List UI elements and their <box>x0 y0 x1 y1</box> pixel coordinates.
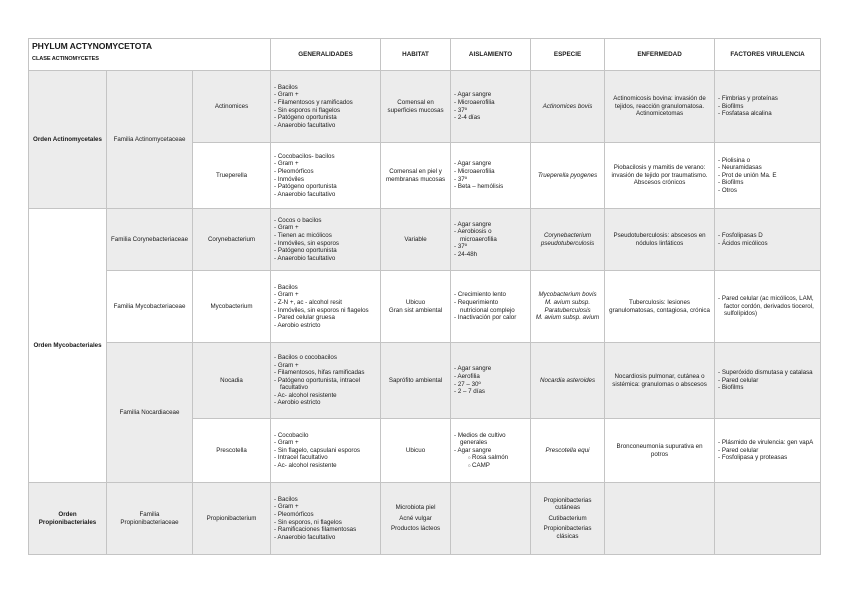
enfermedad-cell <box>605 483 715 555</box>
phylum-title: PHYLUM ACTYNOMYCETOTA <box>32 41 152 51</box>
habitat-line: Microbiota piel <box>395 504 436 512</box>
aislamiento-cell <box>451 271 531 343</box>
habitat-cell: Variable <box>381 209 451 271</box>
column-header-habitat: HABITAT <box>381 39 451 71</box>
list-item: - Bacilos <box>274 496 377 504</box>
genero-cell: Propionibacterium <box>193 483 271 555</box>
table-row-mycobacterium <box>29 271 821 343</box>
enfermedad-cell: Pseudotuberculosis: abscesos en nódulos linfáticos <box>605 209 715 271</box>
generalidades-cell <box>271 71 381 143</box>
factores-cell <box>715 483 821 555</box>
genero-cell: Mycobacterium <box>193 271 271 343</box>
list-item: - Tienen ac micólicos <box>274 232 377 240</box>
list-item: - Aerofilia <box>454 373 527 381</box>
familia-actinomycetaceae: Familia Actinomycetaceae <box>107 71 193 209</box>
title-cell <box>29 39 271 71</box>
list-item: - Anaerobio facultativo <box>274 122 377 130</box>
list-item: - Plásmido de virulencia: gen vapA <box>718 439 817 447</box>
factores-cell <box>715 143 821 209</box>
column-header-aislamiento: AISLAMIENTO <box>451 39 531 71</box>
list-item: - Fosfolipasa y proteasas <box>718 454 817 462</box>
list-item: - Gram + <box>274 160 377 168</box>
list-item: - Agar sangre <box>454 160 527 168</box>
list-item: - 37º <box>454 176 527 184</box>
aislamiento-cell <box>451 143 531 209</box>
factores-cell <box>715 209 821 271</box>
list-item: - Agar sangre <box>454 365 527 373</box>
list-item: - 27 – 30º <box>454 381 527 389</box>
genero-cell: Actinomices <box>193 71 271 143</box>
especie-line: Mycobacterium bovis <box>538 291 597 299</box>
list-item: - Piolisina o <box>718 157 817 165</box>
habitat-cell: Comensal en superficies mucosas <box>381 71 451 143</box>
list-item: - Inmóviles, sin esporos ni flagelos <box>274 307 377 315</box>
list-item: ○ Rosa salmón <box>462 454 527 462</box>
list-item: - Pared celular <box>718 377 817 385</box>
list-item: - Ácidos micólicos <box>718 240 817 248</box>
list-item: - Bacilos o cocobacilos <box>274 354 377 362</box>
list-item: - Agar sangre <box>454 447 527 455</box>
list-item: - Superóxido dismutasa y catalasa <box>718 369 817 377</box>
especie-cell: Corynebacterium pseudotuberculosis <box>531 209 605 271</box>
list-item: - Aerobio estricto <box>274 322 377 330</box>
factores-cell <box>715 343 821 419</box>
header-row <box>29 39 821 71</box>
enfermedad-cell: Actinomicosis bovina: invasión de tejidos, reacción granulomatosa. Actinomicetomas <box>605 71 715 143</box>
list-item: - Requerimiento nutricional complejo <box>454 299 527 314</box>
list-item: - Gram + <box>274 291 377 299</box>
list-item: - Biofilms <box>718 103 817 111</box>
list-item: - 37º <box>454 107 527 115</box>
list-item: - Pleomórficos <box>274 168 377 176</box>
list-item: - Bacilos <box>274 84 377 92</box>
factores-cell <box>715 271 821 343</box>
list-item: - 24-48h <box>454 251 527 259</box>
list-item: - Neuramidasas <box>718 164 817 172</box>
list-item: - Biofilms <box>718 384 817 392</box>
column-header-factores-virulencia: FACTORES VIRULENCIA <box>715 39 821 71</box>
enfermedad-cell: Tuberculosis: lesiones granulomatosas, contagiosa, crónica <box>605 271 715 343</box>
list-item: - Intracel facultativo <box>274 454 377 462</box>
genero-cell: Prescotella <box>193 419 271 483</box>
especie-cell: Actinomices bovis <box>531 71 605 143</box>
list-item: - Sin flagelo, capsulani esporos <box>274 447 377 455</box>
orden-actinomycetales: Orden Actinomycetales <box>29 71 107 209</box>
list-item: - Sin esporos ni flagelos <box>274 107 377 115</box>
list-item: - Fosfatasa alcalina <box>718 110 817 118</box>
list-item: - Inactivación por calor <box>454 314 527 322</box>
list-item: ○ CAMP <box>462 462 527 470</box>
especie-line: M. avium subsp. Paratuberculosis <box>544 298 591 314</box>
habitat-cell <box>381 271 451 343</box>
list-item: - Medios de cultivo generales <box>454 432 527 447</box>
list-item: - Filamentosos y ramificados <box>274 99 377 107</box>
orden-mycobacteriales: Orden Mycobacteriales <box>29 209 107 483</box>
familia-mycobacteriaceae: Familia Mycobacteriaceae <box>107 271 193 343</box>
generalidades-cell <box>271 419 381 483</box>
habitat-cell: Saprófito ambiental <box>381 343 451 419</box>
list-item: - Fimbrias y proteínas <box>718 95 817 103</box>
familia-nocardiaceae: Familia Nocardiaceae <box>107 343 193 483</box>
list-item: - Ac- alcohol resistente <box>274 392 377 400</box>
especie-line: Cutibacterium <box>548 514 587 522</box>
enfermedad-cell: Piobacilosis y mamitis de verano: invasión de tejido por traumatismo. Abscesos crónicos <box>605 143 715 209</box>
list-item: - Aerobio estricto <box>274 399 377 407</box>
list-item: - Agar sangre <box>454 221 527 229</box>
list-item: - Aerobiosis o microaerofilia <box>454 228 527 243</box>
list-item: - Biofilms <box>718 179 817 187</box>
column-header-especie: ESPECIE <box>531 39 605 71</box>
list-item: - Microaerofilia <box>454 168 527 176</box>
list-item: - Bacilos <box>274 284 377 292</box>
list-item: - Prot de unión Ma. E <box>718 172 817 180</box>
table-row-propionibacterium <box>29 483 821 555</box>
generalidades-cell <box>271 209 381 271</box>
especie-cell: Nocardia asteroides <box>531 343 605 419</box>
list-item: - Gram + <box>274 439 377 447</box>
especie-cell: Trueperella pyogenes <box>531 143 605 209</box>
list-item: - Pleomórficos <box>274 511 377 519</box>
generalidades-cell <box>271 143 381 209</box>
familia-corynebacteriaceae: Familia Corynebacteriaceae <box>107 209 193 271</box>
clase-subtitle: CLASE ACTINOMYCETES <box>32 56 99 63</box>
genero-cell: Trueperella <box>193 143 271 209</box>
list-item: - Gram + <box>274 91 377 99</box>
habitat-cell: Ubicuo <box>381 419 451 483</box>
list-item: - Pared celular (ac micólicos, LAM, factor cordón, derivados tiocerol, sulfolípidos) <box>718 295 817 318</box>
list-item: - Inmóviles, sin esporos <box>274 240 377 248</box>
list-item: - Fosfolipasas D <box>718 232 817 240</box>
generalidades-cell <box>271 483 381 555</box>
list-item: - Patógeno oportunista, intracel facultativo <box>274 377 377 392</box>
list-item: - Pared celular <box>718 447 817 455</box>
list-item: - 37º <box>454 243 527 251</box>
habitat-line: Ubicuo <box>405 298 426 306</box>
list-item: - Cocos o bacilos <box>274 217 377 225</box>
aislamiento-cell <box>451 419 531 483</box>
genero-cell: Nocadia <box>193 343 271 419</box>
orden-propionibacteriales: Orden Propionibacteriales <box>29 483 107 555</box>
list-item: - Patógeno oportunista <box>274 183 377 191</box>
enfermedad-cell: Nocardiosis pulmonar, cutánea o sistémica: granulomas o abscesos <box>605 343 715 419</box>
list-item: - Pared celular gruesa <box>274 314 377 322</box>
especie-line: Propionibacterias clásicas <box>543 525 592 540</box>
especie-cell: Prescotella equi <box>531 419 605 483</box>
list-item: - Filamentosos, hifas ramificadas <box>274 369 377 377</box>
genero-cell: Corynebacterium <box>193 209 271 271</box>
list-item: - Gram + <box>274 503 377 511</box>
habitat-line: Gran sist ambiental <box>388 306 443 314</box>
especie-cell <box>531 271 605 343</box>
list-item: - Patógeno oportunista <box>274 114 377 122</box>
list-item: - Sin esporos, ni flagelos <box>274 519 377 527</box>
list-item: - Ramificaciones filamentosas <box>274 526 377 534</box>
column-header-generalidades: GENERALIDADES <box>271 39 381 71</box>
list-item: - Inmóviles <box>274 176 377 184</box>
table-row-actinomices <box>29 71 821 143</box>
list-item: - Anaerobio facultativo <box>274 534 377 542</box>
habitat-line: Productos lácteos <box>390 525 441 533</box>
list-item: - Gram + <box>274 224 377 232</box>
aislamiento-cell <box>451 209 531 271</box>
list-item: - Cocobacilos- bacilos <box>274 153 377 161</box>
especie-cell <box>531 483 605 555</box>
especie-line: M. avium subsp. avium <box>535 314 600 322</box>
list-item: - Patógeno oportunista <box>274 247 377 255</box>
table-row-corynebacterium <box>29 209 821 271</box>
list-item: - Ac- alcohol resistente <box>274 462 377 470</box>
list-item: - Anaerobio facultativo <box>274 191 377 199</box>
phylum-table <box>28 38 821 555</box>
list-item: - Beta – hemólisis <box>454 183 527 191</box>
list-item: - 2-4 días <box>454 114 527 122</box>
list-item: - Otros <box>718 187 817 195</box>
table-row-nocadia <box>29 343 821 419</box>
list-item: - Agar sangre <box>454 91 527 99</box>
list-item: - Microaerofilia <box>454 99 527 107</box>
list-item: - 2 – 7 días <box>454 388 527 396</box>
generalidades-cell <box>271 271 381 343</box>
aislamiento-cell <box>451 483 531 555</box>
list-item: - Z-N +, ac - alcohol resit <box>274 299 377 307</box>
familia-propionibacteriaceae: Familia Propionibacteriaceae <box>107 483 193 555</box>
factores-cell <box>715 419 821 483</box>
aislamiento-cell <box>451 71 531 143</box>
list-item: - Anaerobio facultativo <box>274 255 377 263</box>
habitat-cell <box>381 483 451 555</box>
column-header-enfermedad: ENFERMEDAD <box>605 39 715 71</box>
list-item: - Gram + <box>274 362 377 370</box>
factores-cell <box>715 71 821 143</box>
habitat-line: Acné vulgar <box>399 514 432 522</box>
aislamiento-cell <box>451 343 531 419</box>
habitat-cell: Comensal en piel y membranas mucosas <box>381 143 451 209</box>
generalidades-cell <box>271 343 381 419</box>
list-item: - Cocobacilo <box>274 432 377 440</box>
enfermedad-cell: Bronconeumonía supurativa en potros <box>605 419 715 483</box>
list-item: - Crecimiento lento <box>454 291 527 299</box>
especie-line: Propionibacterias cutáneas <box>543 496 592 512</box>
